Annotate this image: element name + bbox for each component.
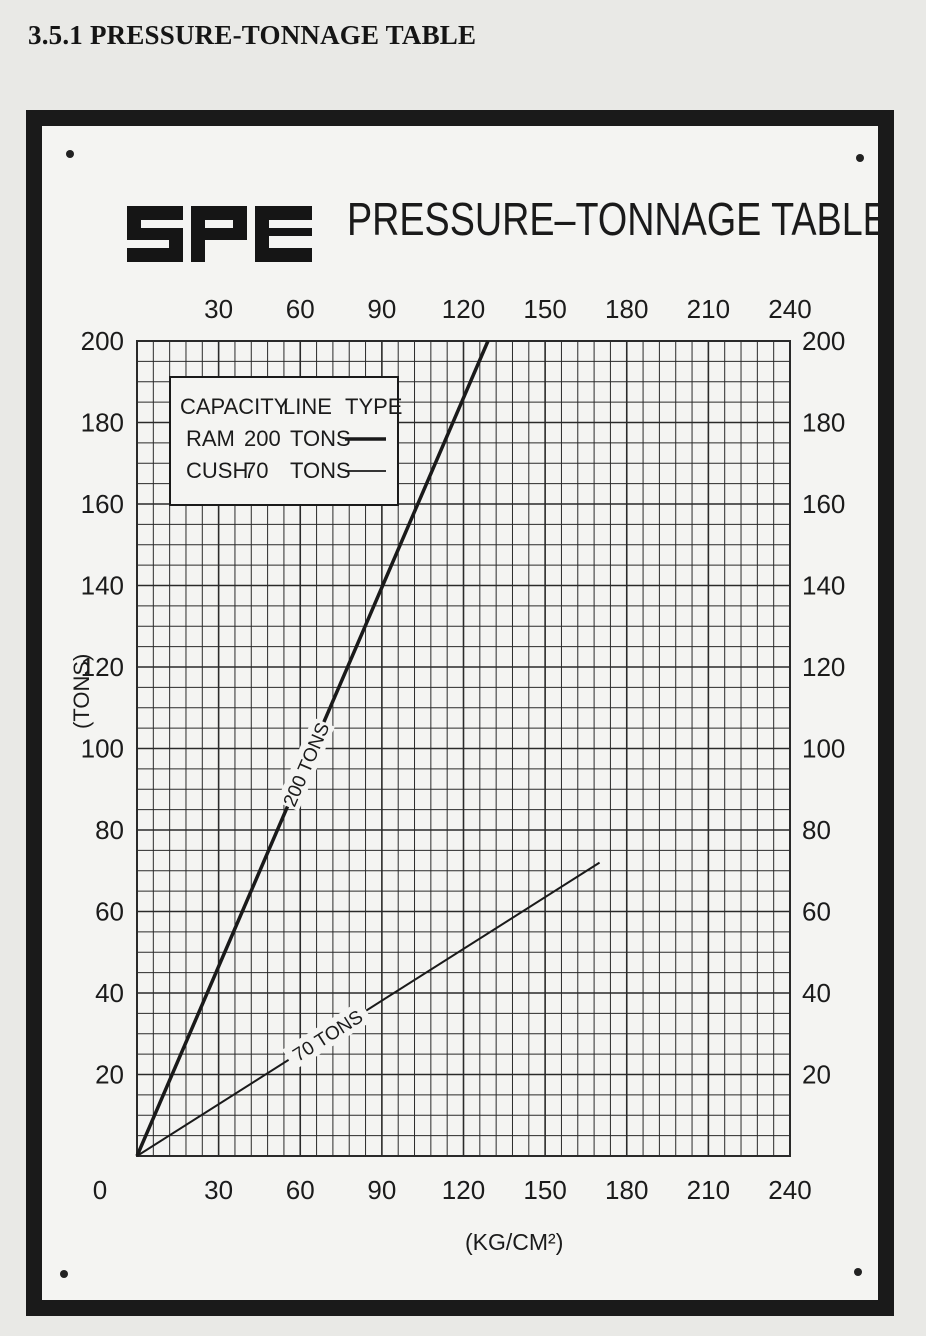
legend-row-cush-capacity: 70: [244, 458, 269, 483]
y-tick-label-left: 200: [80, 326, 124, 356]
x-tick-label-top: 150: [523, 294, 567, 324]
y-axis-label: (TONS): [69, 653, 94, 729]
x-tick-label-bottom: 120: [441, 1175, 486, 1205]
y-tick-label-right: 60: [802, 896, 831, 927]
y-tick-label-left: 60: [95, 896, 124, 927]
legend-row-cush-label: CUSH: [186, 458, 249, 483]
x-tick-label-top: 30: [204, 294, 234, 324]
legend-row-cush-unit: TONS: [290, 458, 351, 483]
legend-header-line: LINE: [283, 394, 332, 419]
legend-header-capacity: CAPACITY: [180, 394, 289, 419]
y-tick-label-right: 80: [802, 815, 831, 845]
series-line-cush-70-tons: [137, 863, 600, 1156]
x-tick-label-top: 120: [441, 294, 486, 324]
x-tick-label-top: 210: [686, 294, 731, 324]
y-tick-label-left: 120: [80, 652, 124, 682]
x-tick-label-bottom: 30: [204, 1175, 234, 1205]
y-tick-label-right: 40: [802, 978, 831, 1008]
y-tick-label-left: 80: [95, 815, 124, 845]
chart-title: PRESSURE–TONNAGE TABLE: [347, 193, 888, 245]
x-tick-label-top: 180: [605, 294, 649, 324]
x-tick-label-bottom: 240: [768, 1175, 812, 1205]
y-tick-label-left: 180: [80, 407, 124, 438]
y-tick-label-left: 140: [80, 570, 124, 601]
legend-row-ram-unit: TONS: [290, 426, 351, 451]
y-tick-label-right: 140: [802, 570, 846, 601]
x-tick-label-top: 90: [367, 294, 397, 324]
x-tick-label-top: 240: [768, 294, 812, 324]
y-tick-label-right: 200: [802, 326, 846, 356]
x-tick-label-bottom: 180: [605, 1175, 649, 1205]
legend-row-ram-label: RAM: [186, 426, 235, 451]
line-label-70-tons: 70 TONS: [289, 1006, 368, 1067]
x-axis-label: (KG/CM²): [465, 1229, 564, 1255]
y-tick-label-left: 160: [80, 489, 124, 519]
legend-header-type: TYPE: [345, 394, 403, 419]
y-tick-label-left: 100: [80, 733, 124, 764]
chart-legend: [170, 377, 402, 505]
x-tick-label-bottom: 60: [285, 1175, 315, 1205]
y-tick-label-right: 160: [802, 489, 846, 519]
y-tick-label-left: 40: [95, 978, 124, 1008]
x-tick-label-bottom: 150: [523, 1175, 567, 1205]
line-label-200-tons: 200 TONS: [279, 719, 335, 810]
x-tick-label-bottom: 0: [92, 1175, 108, 1205]
x-tick-label-bottom: 90: [367, 1175, 397, 1205]
y-tick-label-right: 120: [802, 652, 846, 682]
x-tick-label-top: 60: [285, 294, 315, 324]
y-tick-label-right: 180: [802, 407, 846, 438]
legend-row-ram-capacity: 200: [244, 426, 281, 451]
y-tick-label-right: 100: [802, 733, 846, 764]
y-tick-label-right: 20: [802, 1059, 831, 1090]
document-heading: 3.5.1 PRESSURE-TONNAGE TABLE: [28, 20, 477, 50]
y-tick-label-left: 20: [95, 1059, 124, 1090]
x-tick-label-bottom: 210: [686, 1175, 731, 1205]
